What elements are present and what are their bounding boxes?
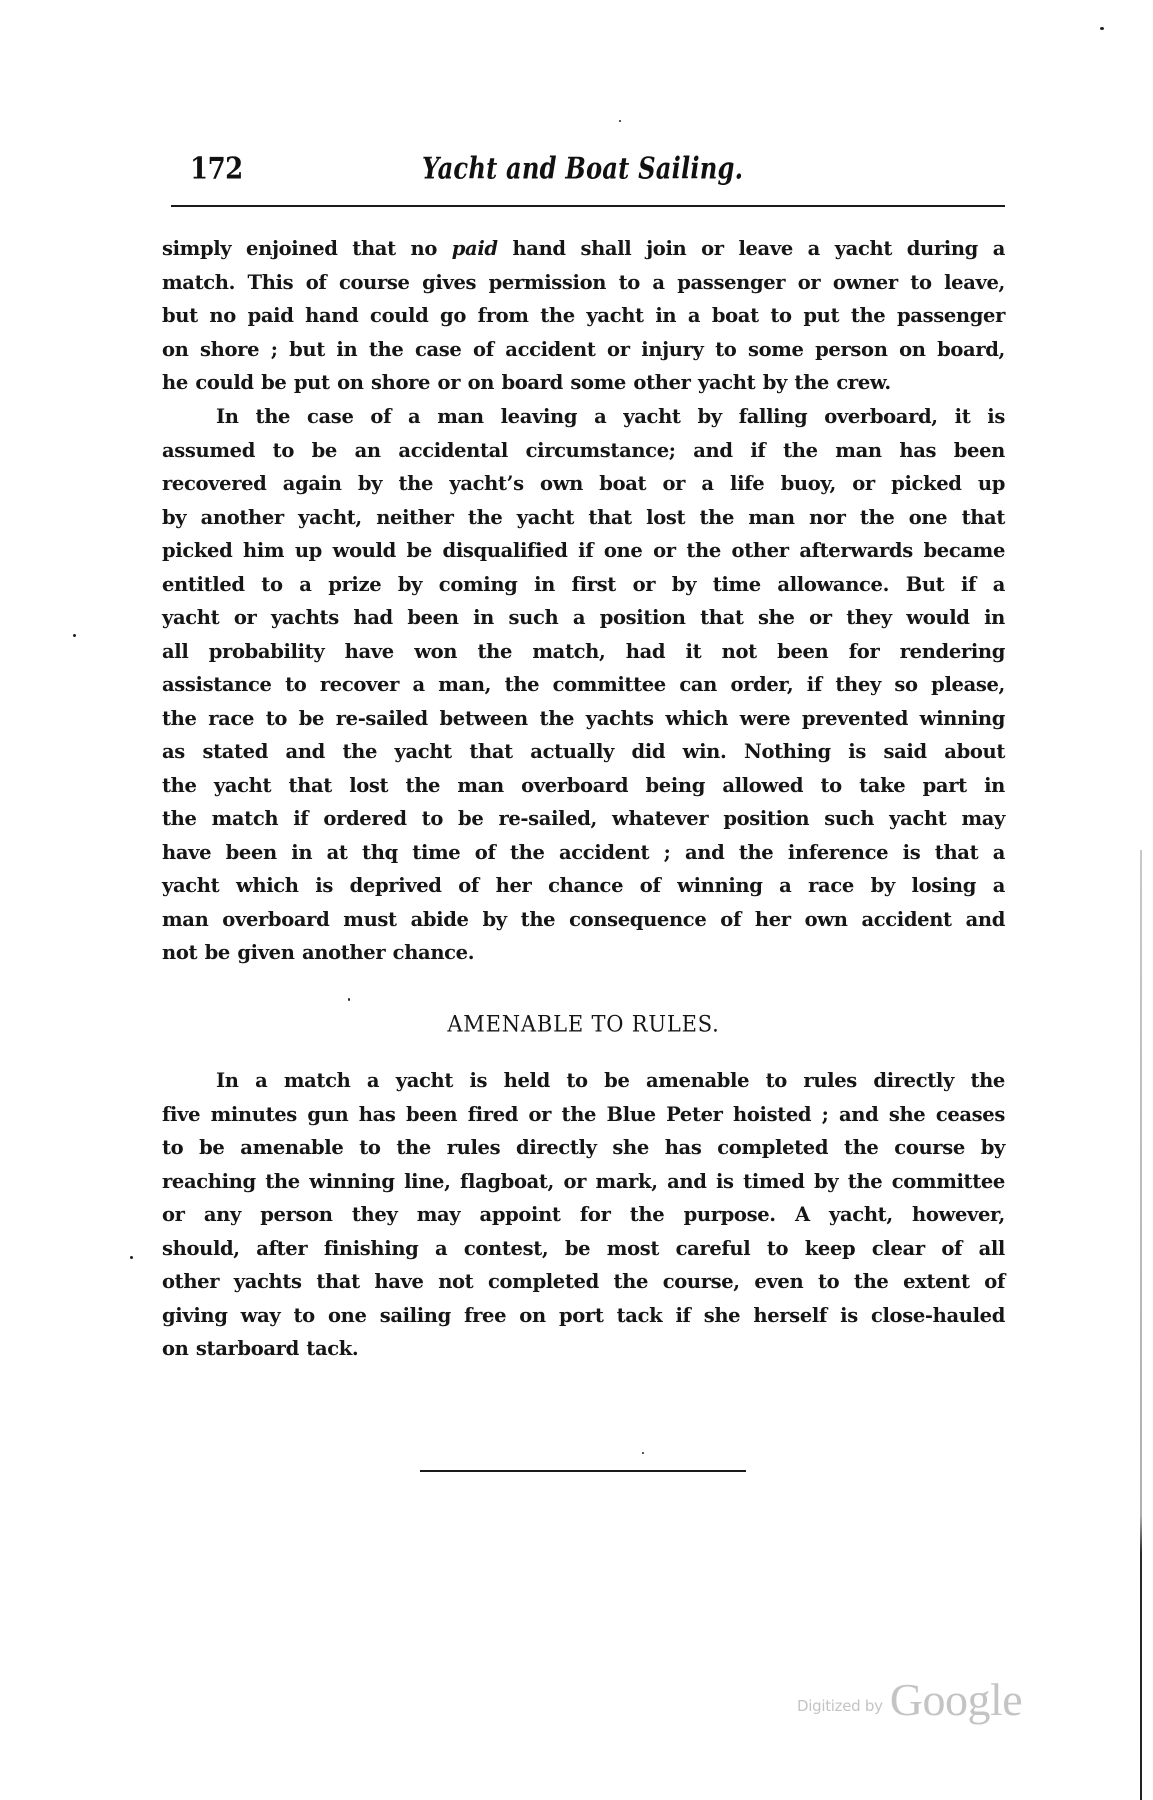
- text-line: yacht which is deprived of her chance of winning a race by losing a: [162, 874, 1005, 897]
- watermark-prefix: Digitized by: [797, 1697, 883, 1715]
- text-line: the yacht that lost the man overboard being allowed to take part in: [162, 773, 1005, 797]
- text-line: he could be put on shore or on board some other yacht by the crew.: [162, 371, 891, 394]
- header-rule: [171, 205, 1005, 207]
- scan-speck: [1100, 27, 1104, 30]
- text-line: should, after finishing a contest, be most careful to keep clear of all: [162, 1236, 1005, 1260]
- emphasis-paid: paid: [451, 237, 498, 260]
- text-line: match. This of course gives permission to a passenger or owner to leave,: [162, 270, 1005, 294]
- paragraph-3: [162, 1064, 1005, 1366]
- text-line: the match if ordered to be re-sailed, whatever position such yacht may: [162, 807, 1005, 830]
- digitized-watermark: [797, 1673, 1022, 1726]
- scan-edge-line: [1140, 850, 1142, 1800]
- text-line: as stated and the yacht that actually did win. Nothing is said about: [162, 740, 1005, 763]
- scan-speck: [130, 1256, 133, 1259]
- running-head: [190, 152, 1005, 192]
- text-line: not be given another chance.: [162, 941, 475, 964]
- text-line: five minutes gun has been fired or the Blue Peter hoisted ; and she ceases: [162, 1102, 1005, 1126]
- paragraph-2: [162, 400, 1005, 970]
- text-line: the race to be re-sailed between the yachts which were prevented winning: [162, 706, 1005, 730]
- section-heading: AMENABLE TO RULES.: [447, 1011, 720, 1037]
- running-title: Yacht and Boat Sailing.: [422, 152, 744, 187]
- text-line: on shore ; but in the case of accident or injury to some person on board,: [162, 337, 1005, 361]
- text-line: but no paid hand could go from the yacht in a boat to put the passenger: [162, 304, 1005, 327]
- text-line: recovered again by the yacht’s own boat or a life buoy, or picked up: [162, 472, 1005, 495]
- text-line: other yachts that have not completed the course, even to the extent of: [162, 1270, 1005, 1293]
- scan-speck: [348, 998, 350, 1001]
- page-number: 172: [190, 152, 243, 187]
- text-line: [162, 232, 1005, 266]
- paragraph-1: [162, 232, 1005, 400]
- text-segment: hand shall join or leave a yacht during a: [497, 237, 1006, 260]
- text-line: man overboard must abide by the consequence of her own accident and: [162, 907, 1005, 931]
- text-line: assumed to be an accidental circumstance; and if the man has been: [162, 438, 1005, 462]
- google-logo-text: Google: [889, 1674, 1023, 1725]
- text-line: on starboard tack.: [162, 1337, 359, 1360]
- text-line: yacht or yachts had been in such a position that she or they would in: [162, 606, 1005, 629]
- text-line: all probability have won the match, had it not been for rendering: [162, 639, 1005, 663]
- text-line: have been in at thq time of the accident ; and the inference is that a: [162, 840, 1005, 864]
- scan-speck: [73, 634, 76, 637]
- text-line: entitled to a prize by coming in first or by time allowance. But if a: [162, 572, 1005, 596]
- text-segment: simply enjoined that no: [162, 237, 452, 260]
- text-line: picked him up would be disqualified if one or the other afterwards became: [162, 539, 1005, 562]
- scan-speck: [619, 120, 621, 122]
- text-line: giving way to one sailing free on port tack if she herself is close-hauled: [162, 1303, 1005, 1327]
- text-line: by another yacht, neither the yacht that lost the man nor the one that: [162, 505, 1005, 529]
- text-line: In a match a yacht is held to be amenable to rules directly the: [216, 1069, 1005, 1092]
- text-line: In the case of a man leaving a yacht by falling overboard, it is: [216, 405, 1005, 428]
- text-line: assistance to recover a man, the committee can order, if they so please,: [162, 673, 1005, 696]
- end-rule: [420, 1470, 746, 1472]
- text-line: or any person they may appoint for the purpose. A yacht, however,: [162, 1203, 1005, 1226]
- scan-speck: [642, 1452, 644, 1454]
- text-line: to be amenable to the rules directly she has completed the course by: [162, 1136, 1005, 1159]
- text-line: reaching the winning line, flagboat, or mark, and is timed by the committee: [162, 1169, 1005, 1193]
